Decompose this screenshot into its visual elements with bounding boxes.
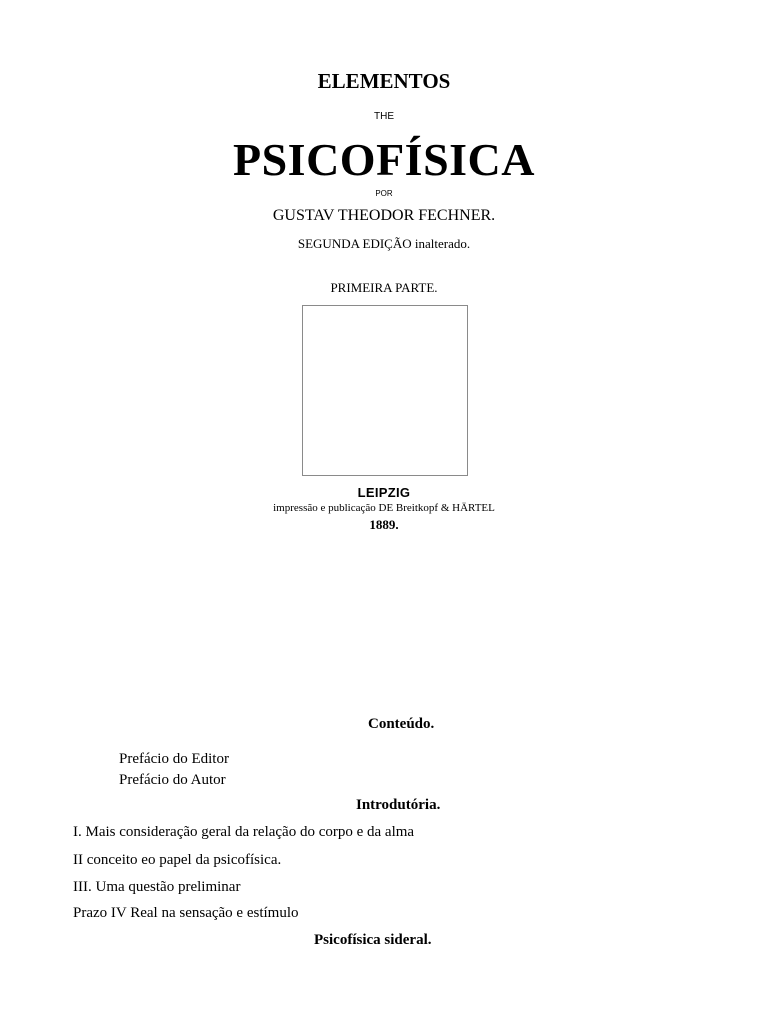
city-label: LEIPZIG <box>357 485 411 500</box>
toc-entry-author-preface: Prefácio do Autor <box>119 772 226 788</box>
publication-year: 1889. <box>369 517 399 532</box>
book-title: PSICOFÍSICA <box>232 134 535 185</box>
toc-entry-chapter-1: I. Mais consideração geral da relação do corpo e da alma <box>73 824 415 840</box>
publisher-line: impressão e publicação DE Breitkopf & HÄRTEL <box>273 502 495 514</box>
author-name: GUSTAV THEODOR FECHNER. <box>272 207 496 224</box>
edition-note: SEGUNDA EDIÇÃO inalterado. <box>297 236 471 251</box>
contents-heading: Conteúdo. <box>368 716 435 732</box>
title-line-elementos: ELEMENTOS <box>317 69 451 93</box>
toc-entry-chapter-2: II conceito eo papel da psicofísica. <box>73 852 282 868</box>
by-label: POR <box>375 189 393 198</box>
toc-entry-chapter-4: Prazo IV Real na sensação e estímulo <box>73 905 299 921</box>
part-label: PRIMEIRA PARTE. <box>330 280 438 295</box>
toc-entry-chapter-3: III. Uma questão preliminar <box>73 879 241 895</box>
publisher-emblem-frame <box>302 305 468 476</box>
toc-section-sidereal: Psicofísica sideral. <box>314 932 432 948</box>
toc-entry-editor-preface: Prefácio do Editor <box>119 751 229 767</box>
toc-section-introductory: Introdutória. <box>356 797 441 813</box>
title-line-the: THE <box>374 111 394 122</box>
